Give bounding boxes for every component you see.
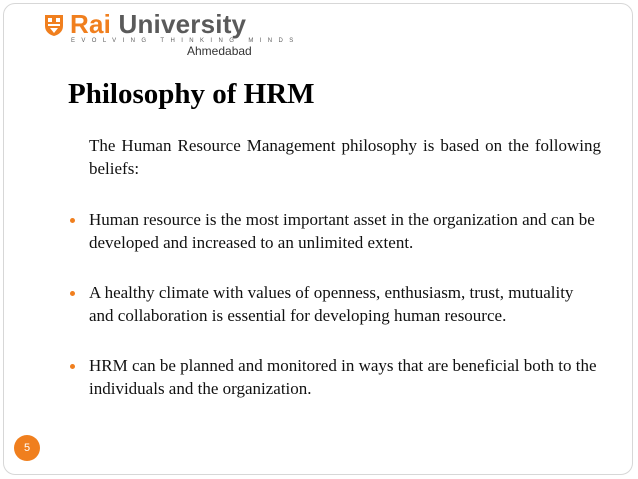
belief-item	[67, 354, 601, 400]
page-number-badge: 5	[14, 435, 40, 461]
belief-text: Human resource is the most important asset in the organization and can be developed and increased to an unlimited extent.	[89, 210, 595, 252]
belief-list	[67, 208, 601, 427]
university-city: Ahmedabad	[187, 44, 252, 58]
university-logo	[43, 9, 300, 60]
university-name-prefix: Rai	[70, 9, 112, 39]
belief-text: HRM can be planned and monitored in ways that are beneficial both to the individuals and the organization.	[89, 356, 597, 398]
slide-title: Philosophy of HRM	[68, 78, 315, 110]
university-name-rest: University	[111, 9, 247, 39]
university-name	[70, 9, 246, 39]
university-tagline: EVOLVING THINKING MINDS	[71, 38, 300, 44]
bullet-dot-icon	[70, 364, 75, 369]
bullet-dot-icon	[70, 291, 75, 296]
belief-item	[67, 208, 601, 254]
bullet-dot-icon	[70, 218, 75, 223]
university-crest-icon	[43, 13, 65, 37]
intro-paragraph: The Human Resource Management philosophy is based on the following beliefs:	[89, 136, 601, 178]
belief-text: A healthy climate with values of openness, enthusiasm, trust, mutuality and collaboration is essential for developing human resource.	[89, 283, 574, 325]
belief-item	[67, 281, 601, 327]
